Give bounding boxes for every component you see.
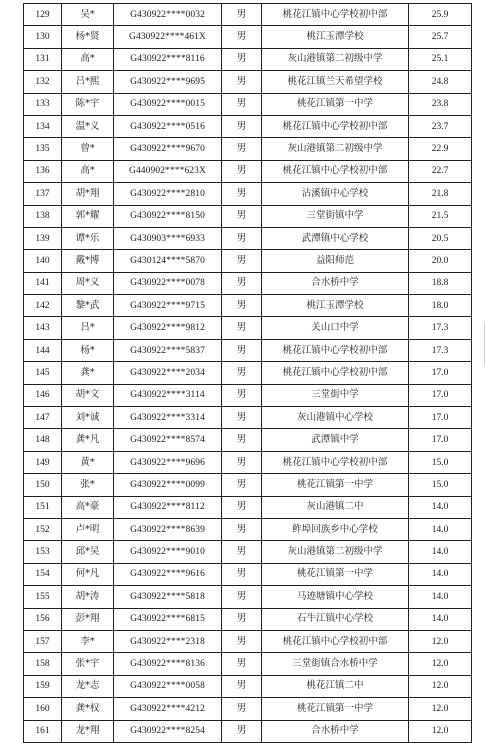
score-cell: 14.0: [409, 518, 472, 540]
row-number-cell: 140: [24, 250, 62, 272]
gender-cell: 男: [222, 362, 262, 384]
school-cell: 桃花江镇兰天希望学校: [262, 71, 409, 93]
id-number-cell: G430922****8136: [114, 653, 222, 675]
name-cell: 郭*耀: [62, 205, 114, 227]
name-cell: 杨*贤: [62, 26, 114, 48]
table-row: [24, 384, 472, 406]
table-row: [24, 71, 472, 93]
id-number-cell: G430922****9616: [114, 563, 222, 585]
table-row: [24, 48, 472, 70]
gender-cell: 男: [222, 675, 262, 697]
score-cell: 17.3: [409, 339, 472, 361]
gender-cell: 男: [222, 250, 262, 272]
name-cell: 吕*熙: [62, 71, 114, 93]
school-cell: 桃花江镇中心学校初中部: [262, 451, 409, 473]
table-row: [24, 339, 472, 361]
table-row: [24, 474, 472, 496]
school-cell: 鲊埠回族乡中心学校: [262, 518, 409, 540]
score-cell: 12.0: [409, 630, 472, 652]
school-cell: 灰山港镇第二初级中学: [262, 541, 409, 563]
gender-cell: 男: [222, 4, 262, 26]
score-cell: 14.0: [409, 586, 472, 608]
table-row: [24, 183, 472, 205]
score-cell: 14.0: [409, 496, 472, 518]
score-cell: 12.0: [409, 675, 472, 697]
id-number-cell: G430922****0032: [114, 4, 222, 26]
table-row: [24, 451, 472, 473]
row-number-cell: 154: [24, 563, 62, 585]
row-number-cell: 129: [24, 4, 62, 26]
school-cell: 桃江玉潭学校: [262, 26, 409, 48]
gender-cell: 男: [222, 48, 262, 70]
score-cell: 24.8: [409, 71, 472, 93]
row-number-cell: 142: [24, 295, 62, 317]
gender-cell: 男: [222, 608, 262, 630]
id-number-cell: G430922****3314: [114, 407, 222, 429]
id-number-cell: G430922****9670: [114, 138, 222, 160]
page-edge-mark: [484, 322, 485, 366]
table-row: [24, 608, 472, 630]
table-row: [24, 250, 472, 272]
table-row: [24, 227, 472, 249]
id-number-cell: G430922****8639: [114, 518, 222, 540]
row-number-cell: 137: [24, 183, 62, 205]
score-cell: 12.0: [409, 720, 472, 742]
id-number-cell: G430922****9812: [114, 317, 222, 339]
score-cell: 21.8: [409, 183, 472, 205]
gender-cell: 男: [222, 93, 262, 115]
score-cell: 14.0: [409, 541, 472, 563]
row-number-cell: 138: [24, 205, 62, 227]
table-row: [24, 429, 472, 451]
score-cell: 17.3: [409, 317, 472, 339]
table-row: [24, 362, 472, 384]
table-row: [24, 295, 472, 317]
table-row: [24, 93, 472, 115]
id-number-cell: G430124****5870: [114, 250, 222, 272]
name-cell: 龚*: [62, 362, 114, 384]
row-number-cell: 133: [24, 93, 62, 115]
id-number-cell: G430922****5818: [114, 586, 222, 608]
name-cell: 刘*诚: [62, 407, 114, 429]
id-number-cell: G430922****9010: [114, 541, 222, 563]
gender-cell: 男: [222, 272, 262, 294]
school-cell: 桃江玉潭学校: [262, 295, 409, 317]
gender-cell: 男: [222, 541, 262, 563]
id-number-cell: G430922****0015: [114, 93, 222, 115]
id-number-cell: G430922****9695: [114, 71, 222, 93]
row-number-cell: 143: [24, 317, 62, 339]
gender-cell: 男: [222, 698, 262, 720]
id-number-cell: G430922****4212: [114, 698, 222, 720]
row-number-cell: 132: [24, 71, 62, 93]
row-number-cell: 148: [24, 429, 62, 451]
id-number-cell: G430922****6815: [114, 608, 222, 630]
results-table-body: [24, 4, 472, 743]
school-cell: 桃花江镇中心学校初中部: [262, 115, 409, 137]
score-cell: 18.0: [409, 295, 472, 317]
row-number-cell: 131: [24, 48, 62, 70]
row-number-cell: 152: [24, 518, 62, 540]
score-cell: 17.0: [409, 429, 472, 451]
name-cell: 杨*: [62, 339, 114, 361]
id-number-cell: G430922****0058: [114, 675, 222, 697]
score-cell: 12.0: [409, 698, 472, 720]
table-row: [24, 518, 472, 540]
name-cell: 胡*翔: [62, 183, 114, 205]
table-row: [24, 496, 472, 518]
score-cell: 20.0: [409, 250, 472, 272]
row-number-cell: 130: [24, 26, 62, 48]
school-cell: 桃花江镇中心学校初中部: [262, 160, 409, 182]
score-cell: 17.0: [409, 407, 472, 429]
row-number-cell: 139: [24, 227, 62, 249]
name-cell: 邱*吴: [62, 541, 114, 563]
table-row: [24, 205, 472, 227]
score-cell: 14.0: [409, 563, 472, 585]
gender-cell: 男: [222, 26, 262, 48]
table-row: [24, 541, 472, 563]
score-cell: 25.1: [409, 48, 472, 70]
name-cell: 龚*权: [62, 698, 114, 720]
gender-cell: 男: [222, 205, 262, 227]
school-cell: 石牛江镇中心学校: [262, 608, 409, 630]
gender-cell: 男: [222, 496, 262, 518]
school-cell: 合水桥中学: [262, 272, 409, 294]
school-cell: 益阳师范: [262, 250, 409, 272]
table-row: [24, 586, 472, 608]
id-number-cell: G430922****2318: [114, 630, 222, 652]
school-cell: 桃花江镇第一中学: [262, 698, 409, 720]
score-cell: 15.0: [409, 474, 472, 496]
id-number-cell: G430922****8254: [114, 720, 222, 742]
row-number-cell: 158: [24, 653, 62, 675]
name-cell: 李*: [62, 630, 114, 652]
name-cell: 龙*翔: [62, 720, 114, 742]
school-cell: 桃花江镇第一中学: [262, 563, 409, 585]
id-number-cell: G430922****8574: [114, 429, 222, 451]
gender-cell: 男: [222, 138, 262, 160]
name-cell: 何*凡: [62, 563, 114, 585]
school-cell: 桃花江镇中心学校初中部: [262, 339, 409, 361]
row-number-cell: 161: [24, 720, 62, 742]
name-cell: 曾*: [62, 138, 114, 160]
row-number-cell: 144: [24, 339, 62, 361]
name-cell: 胡*涛: [62, 586, 114, 608]
school-cell: 武潭镇中心学校: [262, 227, 409, 249]
table-row: [24, 698, 472, 720]
name-cell: 吴*: [62, 4, 114, 26]
gender-cell: 男: [222, 474, 262, 496]
score-cell: 18.8: [409, 272, 472, 294]
score-cell: 22.9: [409, 138, 472, 160]
id-number-cell: G430922****2034: [114, 362, 222, 384]
gender-cell: 男: [222, 183, 262, 205]
table-row: [24, 630, 472, 652]
gender-cell: 男: [222, 630, 262, 652]
id-number-cell: G430922****9696: [114, 451, 222, 473]
id-number-cell: G430922****0516: [114, 115, 222, 137]
table-row: [24, 675, 472, 697]
school-cell: 灰山港镇中心学校: [262, 407, 409, 429]
row-number-cell: 149: [24, 451, 62, 473]
school-cell: 桃花江镇第一中学: [262, 474, 409, 496]
school-cell: 灰山港镇第二初级中学: [262, 48, 409, 70]
school-cell: 沾溪镇中心学校: [262, 183, 409, 205]
name-cell: 龚*凡: [62, 429, 114, 451]
table-row: [24, 138, 472, 160]
row-number-cell: 155: [24, 586, 62, 608]
name-cell: 高*: [62, 160, 114, 182]
id-number-cell: G430922****8150: [114, 205, 222, 227]
row-number-cell: 153: [24, 541, 62, 563]
name-cell: 卢*明: [62, 518, 114, 540]
id-number-cell: G430922****8116: [114, 48, 222, 70]
table-row: [24, 563, 472, 585]
school-cell: 桃花江镇中心学校初中部: [262, 630, 409, 652]
row-number-cell: 135: [24, 138, 62, 160]
id-number-cell: G430903****6933: [114, 227, 222, 249]
gender-cell: 男: [222, 720, 262, 742]
row-number-cell: 136: [24, 160, 62, 182]
score-cell: 25.9: [409, 4, 472, 26]
school-cell: 桃花江镇二中: [262, 675, 409, 697]
school-cell: 三堂街镇中学: [262, 205, 409, 227]
score-cell: 25.7: [409, 26, 472, 48]
school-cell: 关山口中学: [262, 317, 409, 339]
name-cell: 张*: [62, 474, 114, 496]
table-row: [24, 26, 472, 48]
gender-cell: 男: [222, 653, 262, 675]
table-row: [24, 317, 472, 339]
name-cell: 黎*武: [62, 295, 114, 317]
row-number-cell: 159: [24, 675, 62, 697]
gender-cell: 男: [222, 407, 262, 429]
row-number-cell: 160: [24, 698, 62, 720]
school-cell: 合水桥中学: [262, 720, 409, 742]
school-cell: 桃花江镇中心学校初中部: [262, 362, 409, 384]
school-cell: 武潭镇中学: [262, 429, 409, 451]
table-row: [24, 160, 472, 182]
score-cell: 23.7: [409, 115, 472, 137]
table-row: [24, 272, 472, 294]
name-cell: 黄*: [62, 451, 114, 473]
id-number-cell: G430922****8112: [114, 496, 222, 518]
row-number-cell: 134: [24, 115, 62, 137]
row-number-cell: 156: [24, 608, 62, 630]
name-cell: 张*宇: [62, 653, 114, 675]
gender-cell: 男: [222, 227, 262, 249]
row-number-cell: 151: [24, 496, 62, 518]
gender-cell: 男: [222, 563, 262, 585]
score-cell: 17.0: [409, 362, 472, 384]
school-cell: 灰山港镇第二初级中学: [262, 138, 409, 160]
row-number-cell: 150: [24, 474, 62, 496]
row-number-cell: 145: [24, 362, 62, 384]
score-cell: 17.0: [409, 384, 472, 406]
results-table: [23, 3, 472, 743]
id-number-cell: G430922****461X: [114, 26, 222, 48]
score-cell: 23.8: [409, 93, 472, 115]
gender-cell: 男: [222, 451, 262, 473]
gender-cell: 男: [222, 429, 262, 451]
name-cell: 高*豪: [62, 496, 114, 518]
name-cell: 胡*文: [62, 384, 114, 406]
id-number-cell: G430922****3114: [114, 384, 222, 406]
id-number-cell: G430922****0078: [114, 272, 222, 294]
table-row: [24, 407, 472, 429]
name-cell: 吕*: [62, 317, 114, 339]
row-number-cell: 141: [24, 272, 62, 294]
score-cell: 12.0: [409, 653, 472, 675]
gender-cell: 男: [222, 384, 262, 406]
table-row: [24, 720, 472, 742]
row-number-cell: 146: [24, 384, 62, 406]
id-number-cell: G430922****9715: [114, 295, 222, 317]
school-cell: 马迹塘镇中心学校: [262, 586, 409, 608]
score-cell: 20.5: [409, 227, 472, 249]
name-cell: 陈*宇: [62, 93, 114, 115]
gender-cell: 男: [222, 339, 262, 361]
school-cell: 灰山港镇二中: [262, 496, 409, 518]
name-cell: 彭*翔: [62, 608, 114, 630]
name-cell: 温*义: [62, 115, 114, 137]
gender-cell: 男: [222, 160, 262, 182]
id-number-cell: G440902****623X: [114, 160, 222, 182]
table-row: [24, 653, 472, 675]
id-number-cell: G430922****0099: [114, 474, 222, 496]
gender-cell: 男: [222, 295, 262, 317]
gender-cell: 男: [222, 71, 262, 93]
table-row: [24, 4, 472, 26]
score-cell: 21.5: [409, 205, 472, 227]
gender-cell: 男: [222, 115, 262, 137]
school-cell: 三堂街中学: [262, 384, 409, 406]
gender-cell: 男: [222, 586, 262, 608]
name-cell: 周*义: [62, 272, 114, 294]
score-cell: 22.7: [409, 160, 472, 182]
name-cell: 戴*博: [62, 250, 114, 272]
table-row: [24, 115, 472, 137]
score-cell: 15.0: [409, 451, 472, 473]
name-cell: 高*: [62, 48, 114, 70]
row-number-cell: 147: [24, 407, 62, 429]
name-cell: 谭*乐: [62, 227, 114, 249]
score-cell: 14.0: [409, 608, 472, 630]
name-cell: 龙*志: [62, 675, 114, 697]
id-number-cell: G430922****2810: [114, 183, 222, 205]
gender-cell: 男: [222, 518, 262, 540]
row-number-cell: 157: [24, 630, 62, 652]
school-cell: 三堂街镇合水桥中学: [262, 653, 409, 675]
school-cell: 桃花江镇中心学校初中部: [262, 4, 409, 26]
gender-cell: 男: [222, 317, 262, 339]
id-number-cell: G430922****5837: [114, 339, 222, 361]
school-cell: 桃花江镇第一中学: [262, 93, 409, 115]
